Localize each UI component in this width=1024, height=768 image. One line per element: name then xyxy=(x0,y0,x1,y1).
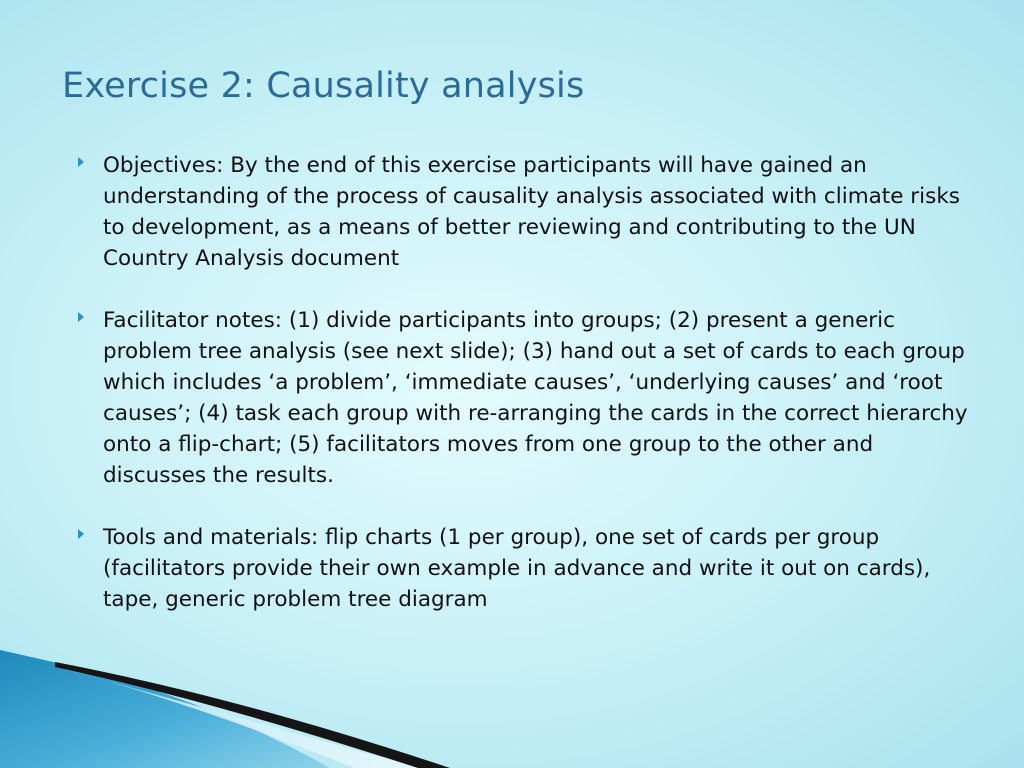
bullet-text: Tools and materials: flip charts (1 per group), one set of cards per group (facilitators provide their own example in advance and write it out on cards), tape, generic problem tree diagram xyxy=(103,525,931,612)
bullet-item-facilitator-notes xyxy=(78,305,978,491)
slide-title: Exercise 2: Causality analysis xyxy=(62,66,585,106)
bullet-item-objectives xyxy=(78,150,978,274)
bullet-arrow-icon xyxy=(78,312,84,322)
bullet-list xyxy=(78,150,978,646)
wave-dark-stripe xyxy=(55,662,450,768)
wave-light-shape xyxy=(60,668,420,768)
bullet-item-tools-materials xyxy=(78,522,978,615)
wave-blue-shape xyxy=(0,650,330,768)
bullet-text: Facilitator notes: (1) divide participants into groups; (2) present a generic problem tree analysis (see next slide); (3) hand out a set of cards to each group which includes ‘a problem’, ‘immediate causes’, ‘underlying causes’ and ‘root causes’; (4) task each group with re-arranging the cards in the correct hierarchy onto a flip-chart; (5) facilitators moves from one group to the other and discusses the results. xyxy=(103,308,968,488)
bullet-arrow-icon xyxy=(78,157,84,167)
bullet-text: Objectives: By the end of this exercise participants will have gained an understanding of the process of causality analysis associated with climate risks to development, as a means of better reviewing and contributing to the UN Country Analysis document xyxy=(103,153,960,271)
bullet-arrow-icon xyxy=(78,529,84,539)
